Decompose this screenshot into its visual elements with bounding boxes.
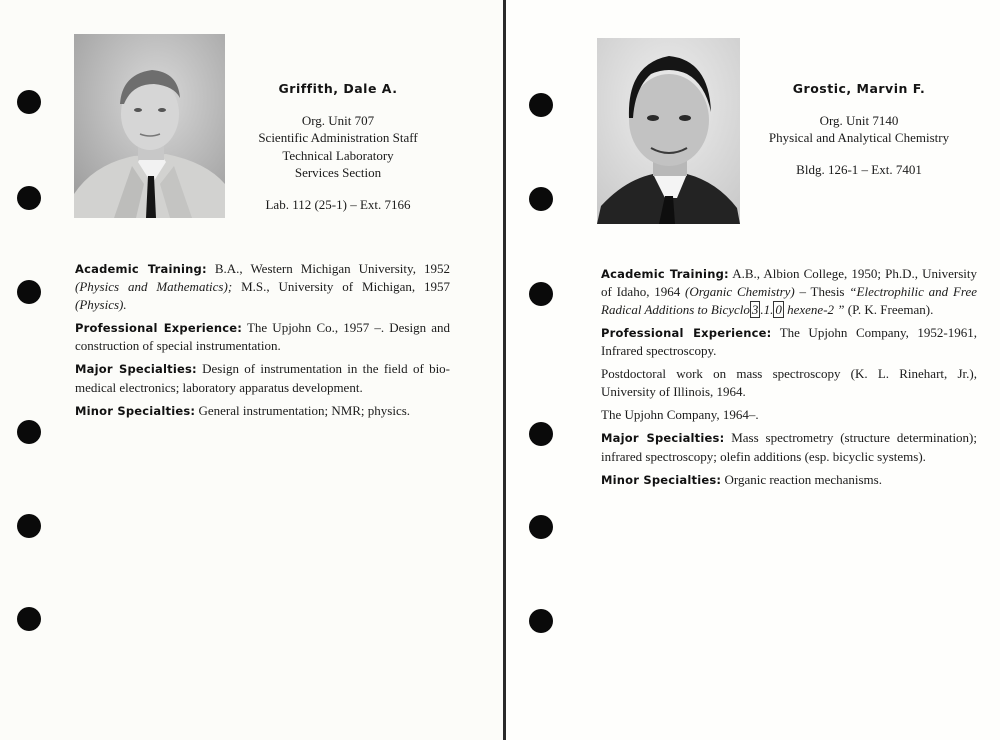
postdoctoral-work: Postdoctoral work on mass spectroscopy (K. L. Rinehart, Jr.), University of Illinois, 1964.: [601, 366, 977, 399]
binder-hole: [17, 280, 41, 304]
right-page: [506, 0, 1000, 740]
department-line: Physical and Analytical Chemistry: [768, 130, 950, 145]
major-specialties: Major Specialties: Design of instrumentation in the field of bio-medical electronics; laboratory apparatus development.: [75, 361, 451, 395]
location-extension: Bldg. 126-1 – Ext. 7401: [796, 161, 922, 177]
section-label: Major Specialties:: [601, 431, 725, 446]
thesis-title: “Electrophilic and Free Radical Additions to Bicyclo: [601, 284, 978, 317]
professional-experience: Professional Experience: The Upjohn Company, 1952-1961, Infrared spectroscopy.: [601, 324, 977, 359]
major-specialties: Major Specialties: Mass spectrometry (structure determination); infrared spectroscopy; olefin additions (esp. bicyclic systems).: [601, 430, 977, 464]
binder-hole: [17, 420, 41, 444]
binder-hole: [529, 422, 553, 446]
section-label: Academic Training:: [75, 262, 207, 276]
org-unit: Org. Unit 707: [301, 112, 375, 128]
binder-hole: [17, 607, 41, 631]
thesis-advisor: (P. K. Freeman).: [847, 301, 934, 317]
location-extension: Lab. 112 (25-1) – Ext. 7166: [265, 196, 411, 212]
section-label: Professional Experience:: [75, 320, 243, 335]
department-line: Services Section: [294, 165, 382, 180]
binder-hole: [529, 187, 553, 211]
entry-header: [236, 80, 440, 213]
binder-hole: [17, 514, 41, 538]
entry-body: [75, 260, 450, 426]
minor-specialties: Minor Specialties: Organic reaction mechanisms.: [601, 471, 882, 487]
section-label: Professional Experience:: [601, 325, 772, 340]
academic-training: Academic Training: A.B., Albion College, 1950; Ph.D., University of Idaho, 1964 (Organic Chemistry) – Thesis “Electrophilic and Free Radical Additions to Bicyclo 3 .1. 0 hexene-2 ” (P. K. Freeman).: [601, 266, 978, 317]
department-line: Scientific Administration Staff: [258, 130, 418, 145]
minor-specialties: Minor Specialties: General instrumentation; NMR; physics.: [75, 403, 411, 419]
binder-hole: [529, 515, 553, 539]
academic-training: Academic Training: B.A., Western Michigan University, 1952 (Physics and Mathematics); M.S., University of Michigan, 1957 (Physics).: [75, 261, 450, 312]
section-label: Minor Specialties:: [75, 404, 196, 419]
portrait-photo: [74, 34, 225, 218]
section-label: Major Specialties:: [75, 362, 197, 377]
binder-hole: [17, 90, 41, 114]
person-name: Griffith, Dale A.: [278, 81, 398, 96]
section-label: Academic Training:: [601, 267, 729, 281]
section-label: Minor Specialties:: [601, 472, 722, 487]
entry-body: [601, 265, 977, 495]
binder-hole: [529, 282, 553, 306]
binder-hole: [529, 93, 553, 117]
binder-hole: [529, 609, 553, 633]
professional-experience: Professional Experience: The Upjohn Co., 1957 –. Design and construction of special instrumentation.: [75, 319, 451, 354]
binder-hole: [17, 186, 41, 210]
upjohn-employment: The Upjohn Company, 1964–.: [601, 407, 759, 423]
entry-header: [744, 80, 974, 178]
org-unit: Org. Unit 7140: [819, 112, 899, 128]
department-line: Technical Laboratory: [282, 147, 394, 163]
person-name: Grostic, Marvin F.: [792, 81, 926, 96]
portrait-photo: [597, 38, 740, 224]
